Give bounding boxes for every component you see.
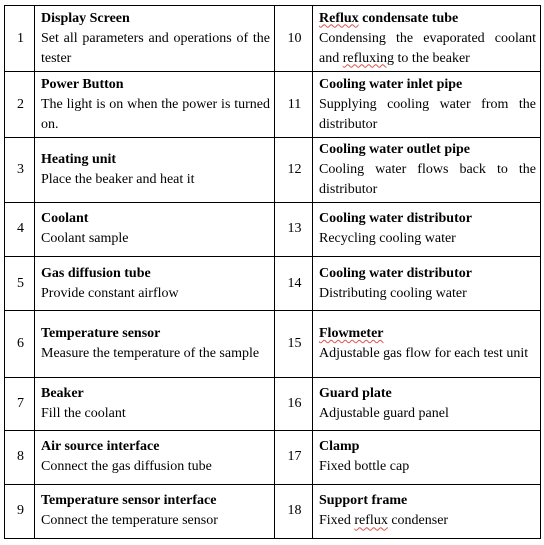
item-description: Connect the gas diffusion tube (41, 459, 212, 475)
item-description: Cooling water flows back to the distributor (319, 162, 536, 198)
item-number: 17 (275, 430, 313, 484)
item-title: Reflux condensate tube (319, 10, 459, 26)
item-title: Temperature sensor interface (41, 493, 217, 509)
item-cell (313, 430, 541, 484)
item-number: 6 (5, 311, 35, 378)
item-title: Cooling water outlet pipe (319, 142, 471, 158)
item-description: Set all parameters and operations of the tester (41, 30, 270, 66)
item-description: Adjustable guard panel (319, 405, 449, 421)
item-number: 2 (5, 72, 35, 138)
item-description: The light is on when the power is turned on. (41, 96, 270, 132)
table-row (5, 138, 541, 202)
table-row (5, 256, 541, 310)
item-cell (35, 202, 275, 256)
item-description: Supplying cooling water from the distributor (319, 96, 536, 132)
item-cell (35, 6, 275, 72)
item-description: Condensing the evaporated coolant and refluxing to the beaker (319, 30, 536, 66)
item-number: 18 (275, 484, 313, 538)
item-title: Display Screen (41, 10, 130, 26)
item-number: 8 (5, 430, 35, 484)
item-description: Fixed reflux condenser (319, 513, 449, 529)
spellcheck-flag: Flowmeter (319, 326, 384, 342)
table-row (5, 430, 541, 484)
table-row (5, 6, 541, 72)
item-number: 14 (275, 256, 313, 310)
item-cell (313, 484, 541, 538)
item-cell (35, 378, 275, 430)
item-cell (313, 378, 541, 430)
item-title: Cooling water distributor (319, 211, 472, 227)
item-cell (313, 311, 541, 378)
table-row (5, 484, 541, 538)
item-number: 9 (5, 484, 35, 538)
item-number: 12 (275, 138, 313, 202)
item-description: Fixed bottle cap (319, 459, 410, 475)
spellcheck-flag: refluxing (342, 50, 395, 66)
item-description: Adjustable gas flow for each test unit (319, 346, 529, 362)
item-description: Distributing cooling water (319, 285, 467, 301)
item-description: Place the beaker and heat it (41, 172, 195, 188)
item-cell (313, 138, 541, 202)
parts-table-body (5, 6, 541, 539)
item-title: Cooling water inlet pipe (319, 76, 463, 92)
item-number: 3 (5, 138, 35, 202)
item-title: Gas diffusion tube (41, 265, 151, 281)
item-number: 4 (5, 202, 35, 256)
item-cell (313, 72, 541, 138)
item-description: Measure the temperature of the sample (41, 346, 260, 362)
item-cell (35, 484, 275, 538)
item-description: Connect the temperature sensor (41, 513, 218, 529)
item-description: Recycling cooling water (319, 231, 456, 247)
item-cell (35, 256, 275, 310)
item-title: Temperature sensor (41, 326, 161, 342)
table-row (5, 378, 541, 430)
item-title: Air source interface (41, 439, 160, 455)
item-number: 13 (275, 202, 313, 256)
item-title: Beaker (41, 385, 84, 401)
item-description: Coolant sample (41, 231, 129, 247)
item-cell (313, 6, 541, 72)
item-number: 7 (5, 378, 35, 430)
item-number: 10 (275, 6, 313, 72)
item-description: Fill the coolant (41, 405, 126, 421)
item-title (319, 324, 536, 344)
item-title: Guard plate (319, 385, 392, 401)
item-number: 11 (275, 72, 313, 138)
item-number: 5 (5, 256, 35, 310)
item-title: Support frame (319, 493, 408, 509)
item-cell (313, 256, 541, 310)
item-cell (35, 311, 275, 378)
item-cell (35, 138, 275, 202)
spellcheck-flag: reflux (354, 513, 388, 529)
item-title: Power Button (41, 76, 124, 92)
item-cell (313, 202, 541, 256)
item-cell (35, 72, 275, 138)
table-row (5, 202, 541, 256)
table-row (5, 311, 541, 378)
item-title: Coolant (41, 211, 89, 227)
item-number: 1 (5, 6, 35, 72)
item-number: 16 (275, 378, 313, 430)
table-row (5, 72, 541, 138)
item-title: Heating unit (41, 152, 117, 168)
parts-table (4, 5, 541, 539)
item-title: Clamp (319, 439, 360, 455)
item-cell (35, 430, 275, 484)
item-number: 15 (275, 311, 313, 378)
item-title: Cooling water distributor (319, 265, 472, 281)
item-description: Provide constant airflow (41, 285, 179, 301)
spellcheck-flag: Reflux (319, 10, 359, 26)
